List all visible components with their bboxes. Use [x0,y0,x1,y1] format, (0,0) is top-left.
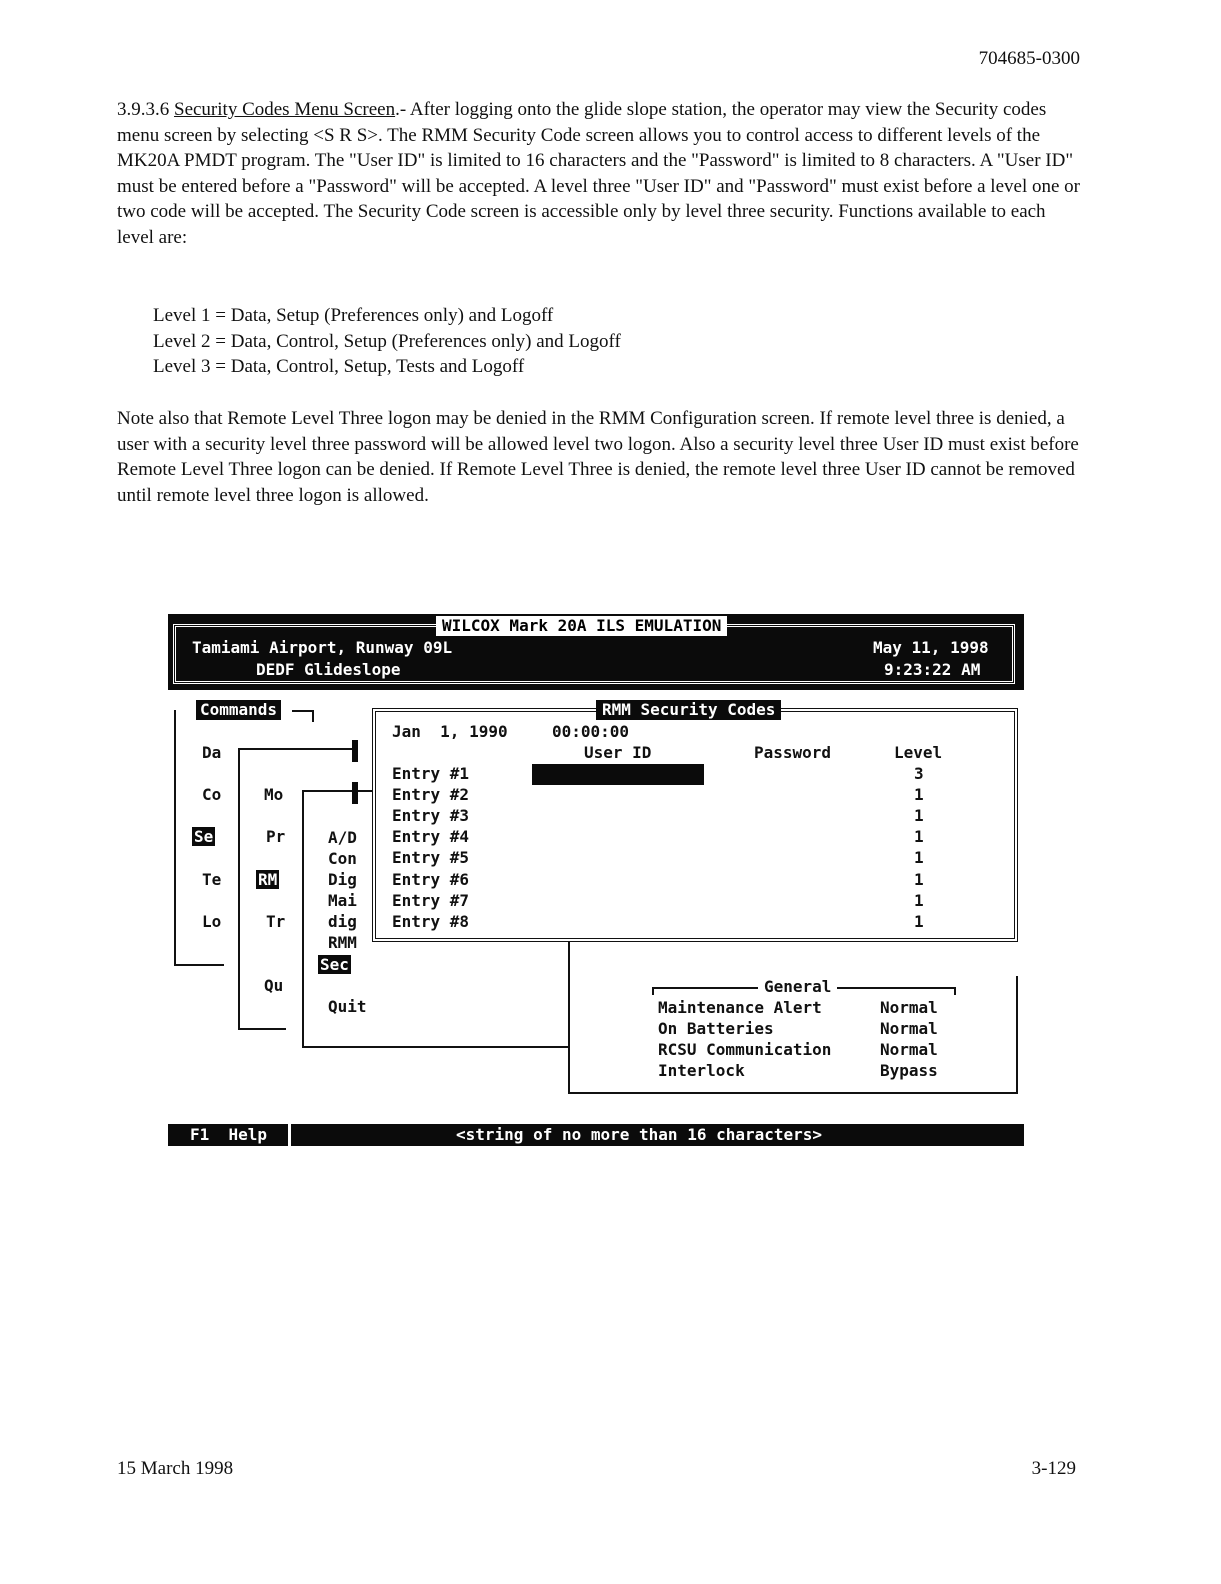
column-user-id: User ID [584,743,652,762]
status-label: Maintenance Alert [658,998,822,1017]
entry-label[interactable]: Entry #2 [392,785,470,804]
header-time: 9:23:22 AM [884,660,981,679]
status-value: Normal [880,1040,938,1059]
section-paragraph: 3.9.3.6 Security Codes Menu Screen.- After logging onto the glide slope station, the operator may view the Security codes menu screen by selecting <S R S>. The RMM Security Code screen allows you to control access to different levels of the MK20A PMDT program. The "User ID" is limited to 16 characters and the "Password" is limited to 8 characters. A "User ID" must be entered before a "Password" will be accepted. A level three "User ID" and "Password" must exist before a level one or two code will be accepted. The Security Code screen is accessible only by level three security. Functions available to each level are: [117,99,1080,248]
menu-quit-rmm[interactable]: Quit [328,997,367,1016]
commands-frame-corner [292,710,314,722]
entry-level[interactable]: 1 [914,827,924,846]
level-item: Level 2 = Data, Control, Setup (Preferences only) and Logoff [153,330,621,352]
commands-menu-title: Commands [196,700,281,720]
entry-level[interactable]: 1 [914,785,924,804]
status-value: Normal [880,1019,938,1038]
status-label: RCSU Communication [658,1040,832,1059]
menu-rmm-selected[interactable]: RM [258,870,278,889]
header-date: May 11, 1998 [873,638,989,657]
menu-mai[interactable]: Mai [328,891,357,910]
level-item: Level 1 = Data, Setup (Preferences only) and Logoff [153,305,554,326]
help-key[interactable]: F1 Help [190,1125,268,1144]
entry-level[interactable]: 1 [914,806,924,825]
menu-setup-selected[interactable]: Se [194,827,214,846]
security-window-title: RMM Security Codes [596,700,781,720]
menu-rmm[interactable]: RMM [328,933,357,952]
menu-ad[interactable]: A/D [328,828,357,847]
menu-modem[interactable]: Mo [264,785,284,804]
entry-label[interactable]: Entry #1 [392,764,470,783]
entry-label[interactable]: Entry #7 [392,891,470,910]
connector-block [352,782,358,804]
level-item: Level 3 = Data, Control, Setup, Tests and Logoff [153,356,525,377]
entry-label[interactable]: Entry #6 [392,870,470,889]
entry-level[interactable]: 1 [914,870,924,889]
input-hint: <string of no more than 16 characters> [456,1125,823,1144]
status-divider [288,1124,291,1146]
user-id-input-cursor[interactable] [532,764,704,785]
menu-sec-selected[interactable]: Sec [320,955,349,974]
menu-tests[interactable]: Te [202,870,222,889]
menu-dig[interactable]: Dig [328,870,357,889]
status-value: Bypass [880,1061,938,1080]
connector-block [352,740,358,762]
status-label: Interlock [658,1061,745,1080]
terminal-screenshot [168,614,1024,1147]
footer-date: 15 March 1998 [117,1458,234,1479]
entry-label[interactable]: Entry #4 [392,827,470,846]
menu-control[interactable]: Co [202,785,222,804]
entry-level[interactable]: 3 [914,764,924,783]
entry-label[interactable]: Entry #3 [392,806,470,825]
security-time: 00:00:00 [552,722,630,741]
column-level: Level [894,743,943,762]
status-label: On Batteries [658,1019,774,1038]
column-password: Password [754,743,832,762]
menu-transmitter[interactable]: Tr [266,912,286,931]
section-title: Security Codes Menu Screen [174,99,396,120]
entry-label[interactable]: Entry #5 [392,848,470,867]
commands-frame-left [174,710,177,966]
menu-con[interactable]: Con [328,849,357,868]
page-number: 3-129 [1031,1458,1076,1479]
menu-logoff[interactable]: Lo [202,912,222,931]
setup-submenu-bottom [238,1028,286,1030]
security-date: Jan 1, 1990 [392,722,508,741]
bottom-status-bar [168,1124,1024,1146]
entry-level[interactable]: 1 [914,848,924,867]
menu-dig-lower[interactable]: dig [328,912,357,931]
status-value: Normal [880,998,938,1017]
section-body: After logging onto the glide slope station, the operator may view the Security codes menu screen by selecting <S R S>. The RMM Security Code screen allows you to control access to different levels of the MK20A PMDT program. The "User ID" is limited to 16 characters and the "Password" is limited to 8 characters. A "User ID" must be entered before a "Password" will be accepted. A level three "User ID" and "Password" must exist before a level one or two code will be accepted. The Security Code screen is accessible only by level three security. Functions available to each level are: [117,99,1080,248]
location-label: Tamiami Airport, Runway 09L [192,638,453,657]
general-title: General [758,977,837,996]
facility-label: DEDF Glideslope [256,660,401,679]
entry-level[interactable]: 1 [914,912,924,931]
entry-level[interactable]: 1 [914,891,924,910]
menu-preferences[interactable]: Pr [266,827,286,846]
app-title: WILCOX Mark 20A ILS EMULATION [436,616,727,636]
menu-quit[interactable]: Qu [264,976,284,995]
header-band [168,614,1024,690]
section-number: 3.9.3.6 [117,99,170,120]
document-number: 704685-0300 [978,48,1080,69]
note-paragraph: Note also that Remote Level Three logon may be denied in the RMM Configuration screen. If remote level three is denied, a user with a security level three password will be allowed level two logon. Also a security level three User ID must exist before Remote Level Three logon can be denied. If Remote Level Three is denied, the remote level three User ID cannot be removed until remote level three logon is allowed. [117,408,1079,506]
security-levels-list [153,303,621,380]
entry-label[interactable]: Entry #8 [392,912,470,931]
menu-data[interactable]: Da [202,743,222,762]
commands-frame-bottom [174,964,224,966]
